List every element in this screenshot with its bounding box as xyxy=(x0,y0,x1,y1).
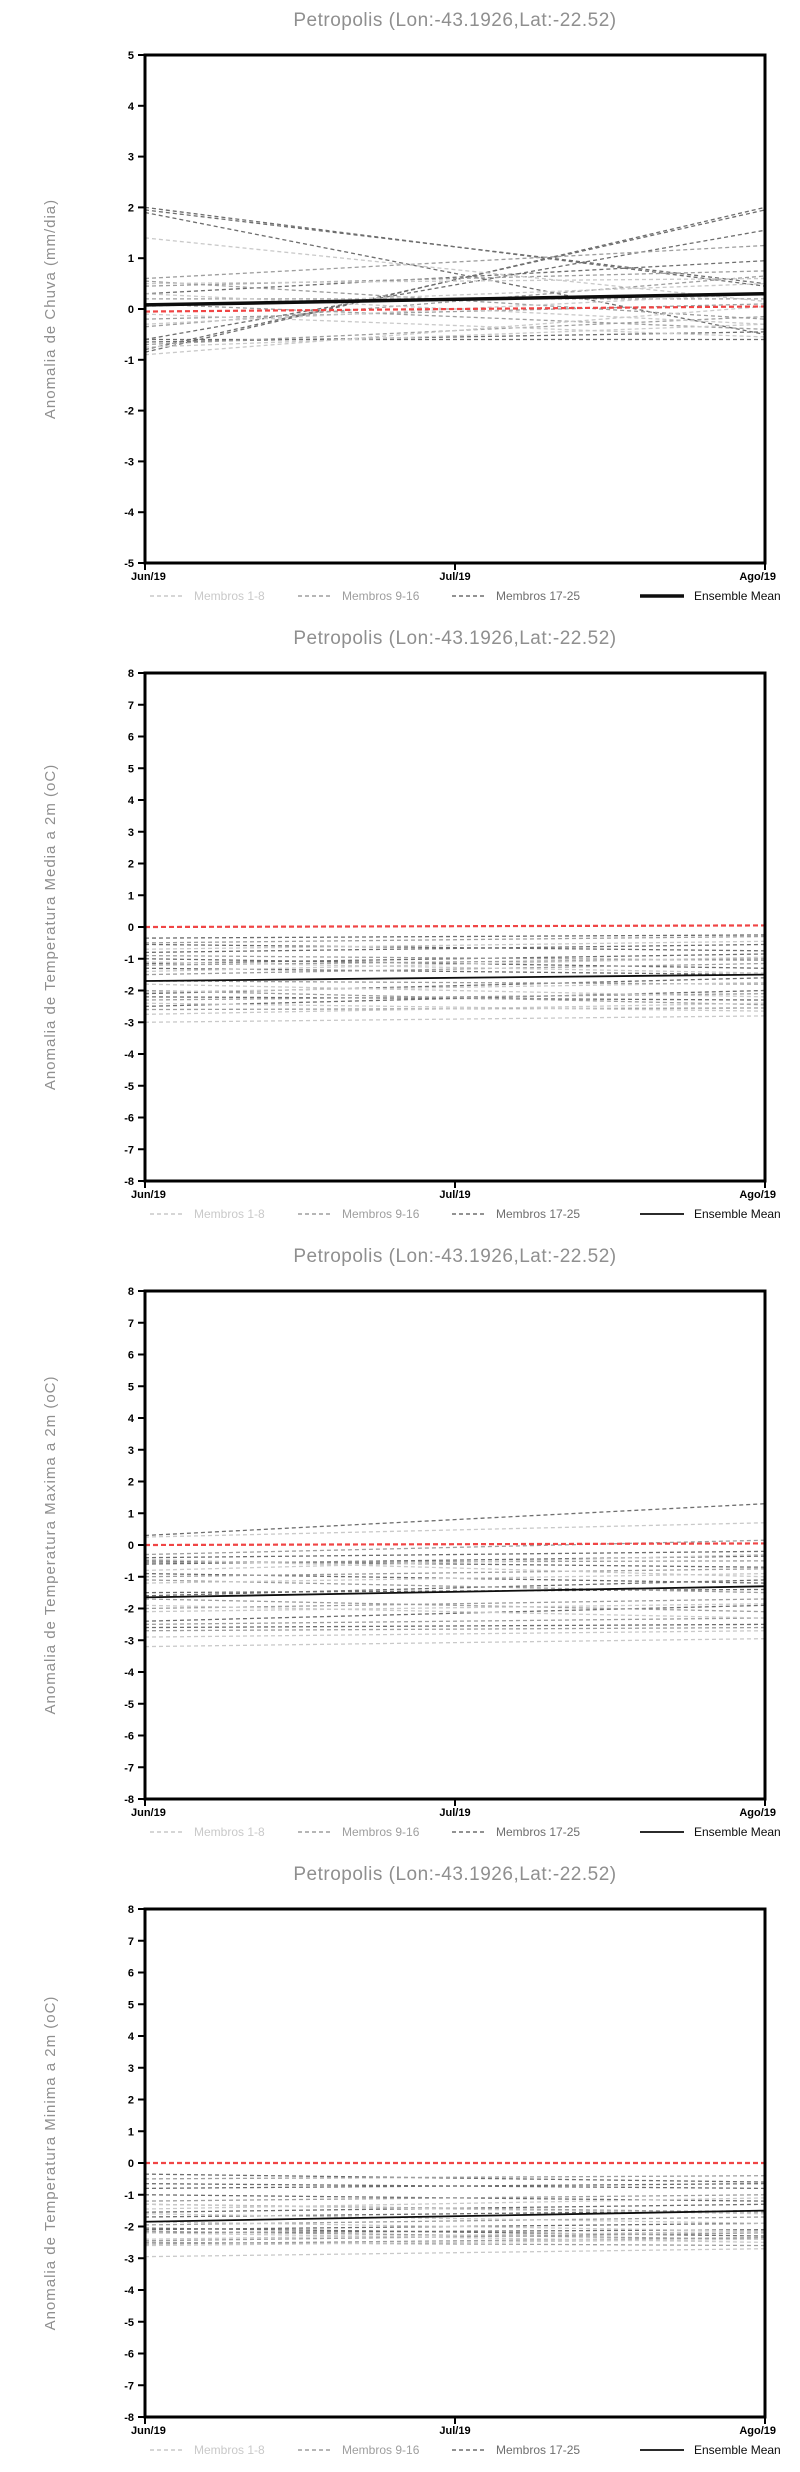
x-tick-label: Jun/19 xyxy=(131,1807,166,1819)
zero-reference-line xyxy=(145,1543,765,1545)
legend-item-membros-1-8 xyxy=(150,1825,265,1839)
legend-label: Membros 17-25 xyxy=(496,1825,581,1839)
y-tick-label: 2 xyxy=(127,858,134,871)
y-tick-label: 3 xyxy=(127,151,134,164)
member-line-group3 xyxy=(145,1624,765,1627)
chart-title: Petropolis (Lon:-43.1926,Lat:-22.52) xyxy=(293,1246,617,1267)
y-tick-label: -5 xyxy=(124,558,134,570)
y-tick-label: -3 xyxy=(124,1017,134,1030)
member-line-group1 xyxy=(145,1639,765,1647)
y-tick-label: 2 xyxy=(127,1476,134,1489)
legend-label: Membros 17-25 xyxy=(496,1207,581,1221)
y-tick-label: 7 xyxy=(127,1935,134,1948)
y-tick-label: -7 xyxy=(124,1762,134,1775)
y-tick-label: 5 xyxy=(127,50,134,62)
y-tick-label: 6 xyxy=(127,1349,134,1362)
legend-label: Membros 1-8 xyxy=(194,1825,265,1839)
legend-label: Membros 1-8 xyxy=(194,2443,265,2457)
y-tick-label: 3 xyxy=(127,2062,134,2075)
y-tick-label: 4 xyxy=(127,100,134,113)
y-tick-label: 1 xyxy=(127,253,134,266)
chart-panel-4 xyxy=(0,1854,800,2472)
legend-item-membros-9-16 xyxy=(298,589,420,603)
y-tick-label: -6 xyxy=(124,2348,134,2361)
y-tick-label: -2 xyxy=(124,1603,134,1616)
member-line-group1 xyxy=(145,1631,765,1637)
legend-label: Membros 9-16 xyxy=(342,1825,420,1839)
member-line-group1 xyxy=(145,238,765,302)
y-tick-label: 0 xyxy=(127,2158,134,2170)
y-tick-label: -5 xyxy=(124,1080,134,1093)
member-line-group3 xyxy=(145,1504,765,1536)
y-tick-label: -8 xyxy=(124,1794,134,1806)
y-tick-label: -5 xyxy=(124,2316,134,2329)
legend-item-ensemble-mean xyxy=(640,1207,781,1221)
y-tick-label: 4 xyxy=(127,1413,134,1425)
y-tick-label: 4 xyxy=(127,2031,134,2043)
x-tick-label: Jun/19 xyxy=(131,571,166,583)
legend-label: Ensemble Mean xyxy=(694,2443,781,2457)
member-line-group1 xyxy=(145,306,765,354)
legend-label: Membros 17-25 xyxy=(496,589,581,603)
x-tick-label: Ago/19 xyxy=(739,1189,776,1201)
y-tick-label: -5 xyxy=(124,1698,134,1711)
y-tick-label: 6 xyxy=(127,731,134,744)
y-tick-label: -7 xyxy=(124,2380,134,2393)
legend-item-membros-9-16 xyxy=(298,2443,420,2457)
legend-label: Ensemble Mean xyxy=(694,1207,781,1221)
y-axis-label: Anomalia de Chuva (mm/dia) xyxy=(42,198,59,420)
legend-item-membros-17-25 xyxy=(452,1207,580,1221)
y-tick-label: 5 xyxy=(127,763,134,776)
chart-title: Petropolis (Lon:-43.1926,Lat:-22.52) xyxy=(293,1864,617,1885)
y-tick-label: 7 xyxy=(127,699,134,712)
legend-label: Ensemble Mean xyxy=(694,589,781,603)
legend-item-ensemble-mean xyxy=(640,1825,781,1839)
y-tick-label: -8 xyxy=(124,2412,134,2424)
y-tick-label: 8 xyxy=(127,668,134,680)
chart-title: Petropolis (Lon:-43.1926,Lat:-22.52) xyxy=(293,10,617,31)
x-tick-label: Jun/19 xyxy=(131,1189,166,1201)
chart-panel-1 xyxy=(0,0,800,618)
y-tick-label: -4 xyxy=(124,1049,134,1061)
y-tick-label: -3 xyxy=(124,2253,134,2266)
legend-label: Membros 9-16 xyxy=(342,1207,420,1221)
y-tick-label: -8 xyxy=(124,1176,134,1188)
y-tick-label: -6 xyxy=(124,1730,134,1743)
y-tick-label: -2 xyxy=(124,2221,134,2234)
member-line-group3 xyxy=(145,230,765,339)
member-line-group1 xyxy=(145,1016,765,1022)
y-tick-label: 5 xyxy=(127,1999,134,2012)
y-tick-label: 3 xyxy=(127,1444,134,1457)
y-tick-label: 7 xyxy=(127,1317,134,1330)
x-tick-label: Ago/19 xyxy=(739,571,776,583)
y-tick-label: -7 xyxy=(124,1144,134,1157)
x-tick-label: Jul/19 xyxy=(439,2425,471,2437)
y-tick-label: 2 xyxy=(127,2094,134,2107)
y-tick-label: 1 xyxy=(127,1508,134,1521)
y-tick-label: 0 xyxy=(127,922,134,934)
x-tick-label: Ago/19 xyxy=(739,2425,776,2437)
y-tick-label: 2 xyxy=(127,202,134,215)
y-axis-label: Anomalia de Temperatura Minima a 2m (oC) xyxy=(42,1995,59,2331)
member-line-group3 xyxy=(145,261,765,294)
y-tick-label: 6 xyxy=(127,1967,134,1980)
chart-panel-2 xyxy=(0,618,800,1236)
legend-item-membros-9-16 xyxy=(298,1825,420,1839)
y-tick-label: -1 xyxy=(124,953,134,966)
y-tick-label: -6 xyxy=(124,1112,134,1125)
legend-label: Membros 9-16 xyxy=(342,2443,420,2457)
y-tick-label: -3 xyxy=(124,1635,134,1648)
y-tick-label: -1 xyxy=(124,1571,134,1584)
x-tick-label: Jul/19 xyxy=(439,571,471,583)
x-tick-label: Ago/19 xyxy=(739,1807,776,1819)
legend-item-membros-1-8 xyxy=(150,1207,265,1221)
y-tick-label: -3 xyxy=(124,456,134,469)
chart-panel-3 xyxy=(0,1236,800,1854)
legend-label: Ensemble Mean xyxy=(694,1825,781,1839)
y-axis-label: Anomalia de Temperatura Maxima a 2m (oC) xyxy=(42,1375,59,1715)
y-tick-label: 8 xyxy=(127,1286,134,1298)
legend-item-membros-17-25 xyxy=(452,1825,580,1839)
legend-item-membros-1-8 xyxy=(150,589,265,603)
legend-item-ensemble-mean xyxy=(640,589,781,603)
y-tick-label: 3 xyxy=(127,826,134,839)
legend-label: Membros 1-8 xyxy=(194,589,265,603)
y-tick-label: -2 xyxy=(124,405,134,418)
y-axis-label: Anomalia de Temperatura Media a 2m (oC) xyxy=(42,763,59,1091)
legend-label: Membros 9-16 xyxy=(342,589,420,603)
x-tick-label: Jul/19 xyxy=(439,1807,471,1819)
y-tick-label: -4 xyxy=(124,2285,134,2297)
legend-item-membros-17-25 xyxy=(452,589,580,603)
x-tick-label: Jul/19 xyxy=(439,1189,471,1201)
chart-title: Petropolis (Lon:-43.1926,Lat:-22.52) xyxy=(293,628,617,649)
y-tick-label: 8 xyxy=(127,1904,134,1916)
y-tick-label: -1 xyxy=(124,2189,134,2202)
y-tick-label: -2 xyxy=(124,985,134,998)
y-tick-label: 0 xyxy=(127,304,134,316)
legend-label: Membros 1-8 xyxy=(194,1207,265,1221)
zero-reference-line xyxy=(145,925,765,927)
y-tick-label: 5 xyxy=(127,1381,134,1394)
member-line-group1 xyxy=(145,1523,765,1537)
legend-item-ensemble-mean xyxy=(640,2443,781,2457)
x-tick-label: Jun/19 xyxy=(131,2425,166,2437)
legend-item-membros-9-16 xyxy=(298,1207,420,1221)
member-line-group1 xyxy=(145,324,765,347)
member-line-group2 xyxy=(145,1628,765,1631)
y-tick-label: -1 xyxy=(124,354,134,367)
y-tick-label: 1 xyxy=(127,890,134,903)
legend-item-membros-17-25 xyxy=(452,2443,580,2457)
legend-label: Membros 17-25 xyxy=(496,2443,581,2457)
y-tick-label: 4 xyxy=(127,795,134,807)
y-tick-label: -4 xyxy=(124,1667,134,1679)
y-tick-label: 1 xyxy=(127,2126,134,2139)
legend-item-membros-1-8 xyxy=(150,2443,265,2457)
y-tick-label: -4 xyxy=(124,507,134,520)
y-tick-label: 0 xyxy=(127,1540,134,1552)
member-line-group1 xyxy=(145,2249,765,2257)
